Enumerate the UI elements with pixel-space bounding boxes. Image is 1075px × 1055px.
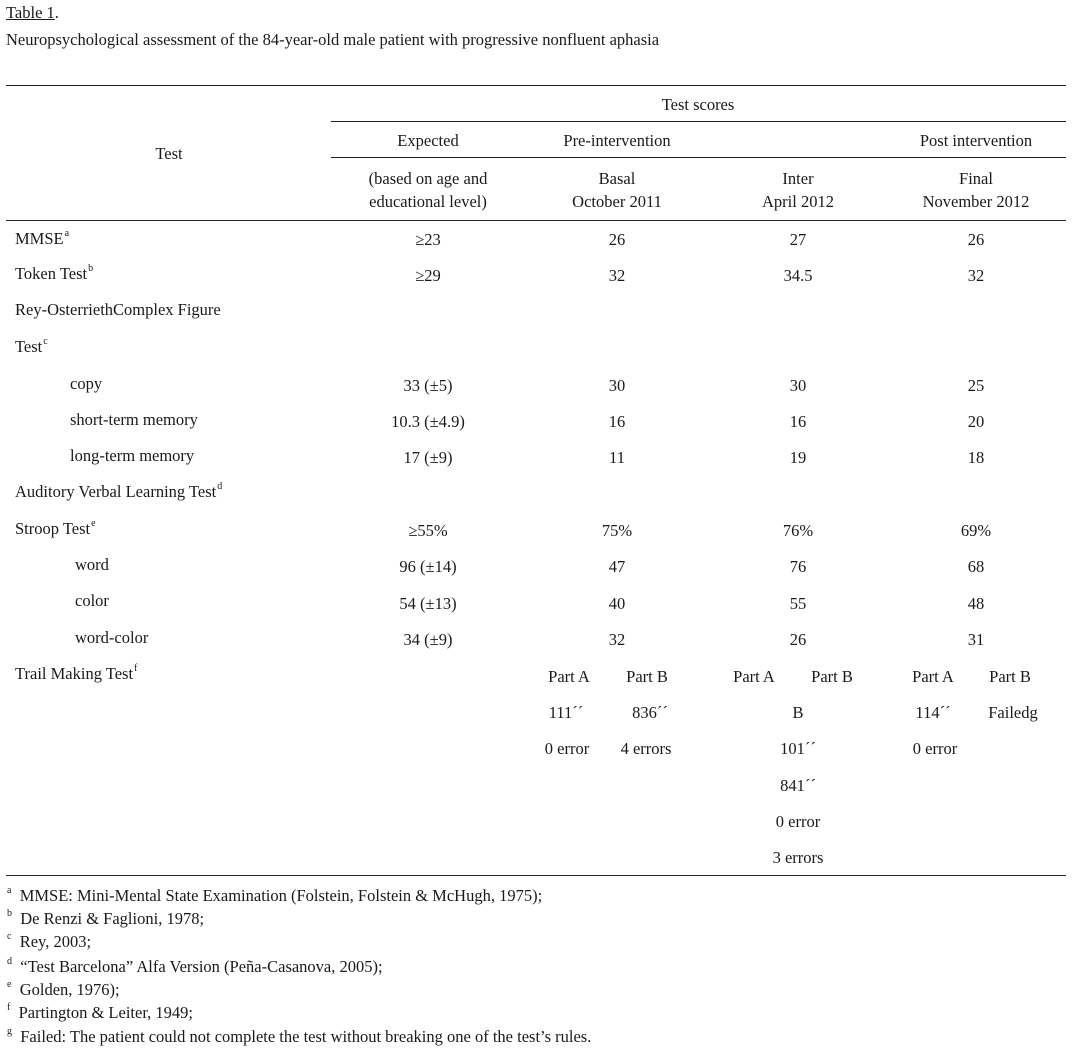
cell-ltm-basal: 11: [609, 448, 625, 467]
row-label-rey-test: Test$^c$: [15, 335, 48, 356]
cell-copy-final: 25: [967, 376, 985, 395]
header-inter-date: April 2012: [762, 192, 834, 211]
cell-copy-expected: 33 (±5): [403, 376, 453, 395]
footnote: $^a$ MMSE: Mini-Mental State Examination (Folstein, Folstein & McHugh, 1975);: [7, 884, 543, 905]
cell-stroop-expected: ≥55%: [408, 521, 448, 540]
row-label-color: color: [75, 591, 109, 610]
row-label-mmse: MMSE$^a$: [15, 227, 70, 248]
trail-final-a-errors: 0 error: [912, 739, 958, 758]
trail-basal-part-a: Part A: [548, 667, 590, 686]
header-basal: Basal: [598, 169, 636, 188]
footnote: $^d$ “Test Barcelona” Alfa Version (Peña-Casanova, 2005);: [7, 955, 383, 976]
footnote: $^c$ Rey, 2003;: [7, 930, 92, 951]
trail-inter-line: B: [792, 703, 804, 722]
trail-inter-part-b: Part B: [811, 667, 853, 686]
top-rule: [6, 85, 1066, 86]
cell-color-final: 48: [967, 594, 985, 613]
cell-word-inter: 76: [789, 557, 807, 576]
cell-mmse-final: 26: [967, 230, 985, 249]
trail-final-part-a: Part A: [912, 667, 954, 686]
header-post-intervention: Post intervention: [919, 131, 1033, 150]
cell-token-expected: ≥29: [415, 266, 441, 285]
header-test-scores: Test scores: [661, 95, 735, 114]
cell-color-basal: 40: [608, 594, 626, 613]
trail-final-a-time: 114´´: [915, 703, 951, 722]
row-label-trail-making: Trail Making Test$^f$: [15, 662, 138, 683]
subheader-rule: [331, 157, 1066, 158]
cell-word-color-expected: 34 (±9): [403, 630, 453, 649]
table-caption-label: Table 1.: [6, 3, 59, 22]
cell-copy-basal: 30: [608, 376, 626, 395]
footnote: $^g$ Failed: The patient could not complete the test without breaking one of the test’s rules.: [7, 1025, 592, 1046]
cell-word-expected: 96 (±14): [399, 557, 457, 576]
header-pre-intervention: Pre-intervention: [563, 131, 671, 150]
cell-color-inter: 55: [789, 594, 807, 613]
trail-inter-line: 841´´: [780, 776, 816, 795]
cell-word-color-final: 31: [967, 630, 985, 649]
header-basal-date: October 2011: [572, 192, 662, 211]
cell-stroop-final: 69%: [960, 521, 992, 540]
cell-stroop-basal: 75%: [601, 521, 633, 540]
cell-ltm-expected: 17 (±9): [403, 448, 453, 467]
test-scores-rule: [331, 121, 1066, 122]
row-label-short-term-memory: short-term memory: [70, 410, 198, 429]
header-test: Test: [155, 144, 183, 163]
trail-final-part-b: Part B: [989, 667, 1031, 686]
cell-token-final: 32: [967, 266, 985, 285]
header-expected: Expected: [397, 131, 459, 150]
row-label-rey-figure: Rey-OsterriethComplex Figure: [15, 300, 221, 319]
row-label-copy: copy: [70, 374, 103, 393]
header-inter: Inter: [782, 169, 814, 188]
cell-word-color-inter: 26: [789, 630, 807, 649]
cell-stm-expected: 10.3 (±4.9): [391, 412, 465, 431]
table-caption-title: Neuropsychological assessment of the 84-year-old male patient with progressive nonfluent aphasia: [6, 30, 660, 49]
cell-token-basal: 32: [608, 266, 626, 285]
header-final: Final: [959, 169, 993, 188]
cell-token-inter: 34.5: [783, 266, 813, 285]
cell-stm-inter: 16: [789, 412, 807, 431]
trail-basal-part-b: Part B: [626, 667, 668, 686]
footnote: $^b$ De Renzi & Faglioni, 1978;: [7, 907, 205, 928]
header-final-date: November 2012: [922, 192, 1030, 211]
row-label-avlt: Auditory Verbal Learning Test$^d$: [15, 480, 223, 501]
header-expected-sub1: (based on age and: [368, 169, 488, 188]
cell-stroop-inter: 76%: [782, 521, 814, 540]
cell-stm-basal: 16: [608, 412, 626, 431]
cell-word-final: 68: [967, 557, 985, 576]
cell-ltm-final: 18: [967, 448, 985, 467]
cell-copy-inter: 30: [789, 376, 807, 395]
cell-color-expected: 54 (±13): [399, 594, 457, 613]
cell-word-basal: 47: [608, 557, 626, 576]
row-label-long-term-memory: long-term memory: [70, 446, 195, 465]
row-label-stroop: Stroop Test$^e$: [15, 517, 96, 538]
cell-mmse-expected: ≥23: [415, 230, 441, 249]
trail-basal-b-time: 836´´: [632, 703, 668, 722]
header-expected-sub2: educational level): [369, 192, 487, 211]
trail-inter-line: 101´´: [780, 739, 816, 758]
trail-basal-b-errors: 4 errors: [620, 739, 672, 758]
footnote: $^f$ Partington & Leiter, 1949;: [7, 1001, 193, 1022]
footnote: $^e$ Golden, 1976);: [7, 978, 120, 999]
table-bottom-rule: [6, 875, 1066, 876]
trail-basal-a-time: 111´´: [548, 703, 584, 722]
row-label-token-test: Token Test$^b$: [15, 262, 94, 283]
cell-mmse-basal: 26: [608, 230, 626, 249]
trail-inter-line: 0 error: [775, 812, 821, 831]
trail-inter-line: 3 errors: [772, 848, 824, 867]
header-bottom-rule: [6, 220, 1066, 221]
cell-word-color-basal: 32: [608, 630, 626, 649]
cell-stm-final: 20: [967, 412, 985, 431]
trail-basal-a-errors: 0 error: [544, 739, 590, 758]
trail-inter-part-a: Part A: [733, 667, 775, 686]
trail-final-b-time: Failedg: [988, 703, 1038, 722]
row-label-word-color: word-color: [75, 628, 149, 647]
cell-mmse-inter: 27: [789, 230, 807, 249]
cell-ltm-inter: 19: [789, 448, 807, 467]
row-label-word: word: [75, 555, 109, 574]
